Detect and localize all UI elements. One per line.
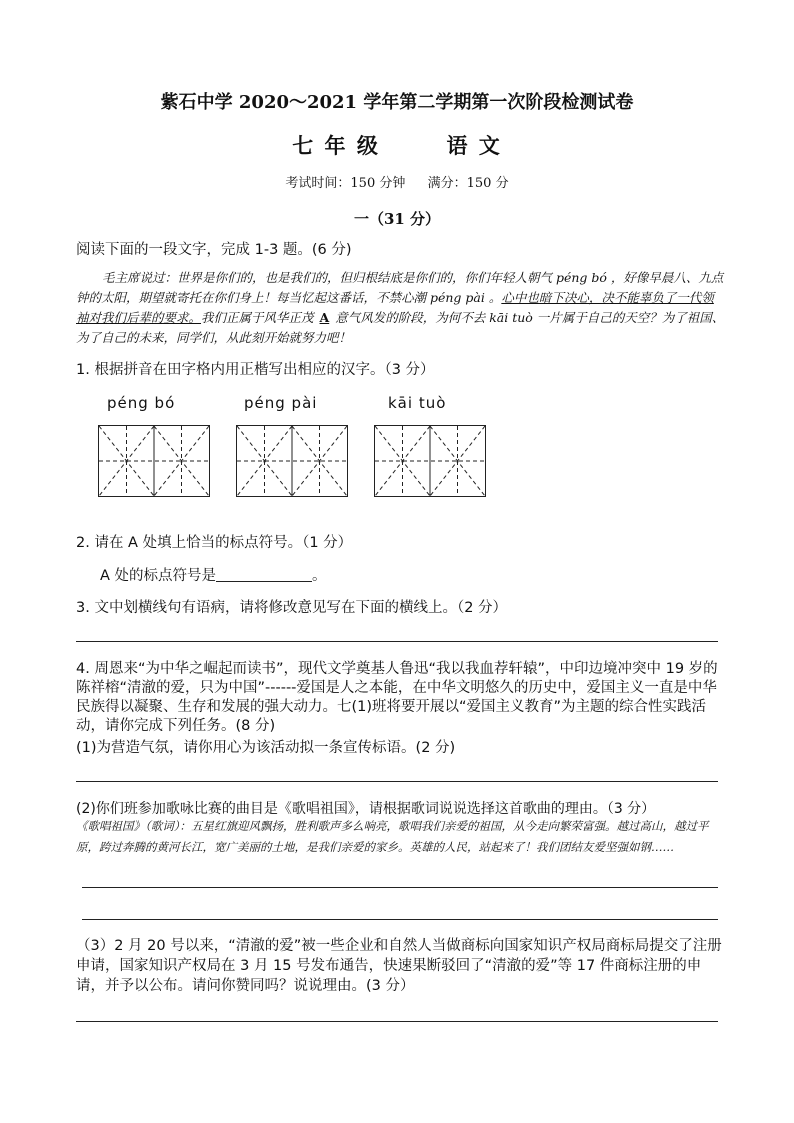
exam-title: 紫石中学 2020～2021 学年第二学期第一次阶段检测试卷 — [160, 92, 634, 113]
q3-answer-line[interactable] — [76, 641, 718, 642]
reading-instruction: 阅读下面的一段文字，完成 1-3 题。(6 分) — [76, 242, 352, 258]
q4-sub3-answer-line[interactable] — [76, 1021, 718, 1022]
reading-passage — [76, 268, 726, 348]
section-heading: 一（31 分） — [353, 210, 441, 228]
passage-part-b: 我们正属于风华正茂 — [201, 310, 314, 325]
passage-part-c: 意气风发的阶段，为何不去 kāi tuò 一片属于自己的天空？为了祖国、为了自己的未来，同学们，从此刻开始就努力吧！ — [76, 310, 725, 345]
passage-mark-a: A — [319, 310, 330, 325]
q4-lyrics: 《歌唱祖国》（歌词）：五星红旗迎风飘扬，胜利歌声多么响亮，歌唱我们亲爱的祖国，从今走向繁荣富强。越过高山，越过平原，跨过奔腾的黄河长江，宽广美丽的土地，是我们亲爱的家乡。英雄的人民，站起来了！我们团结友爱坚强如钢…… — [76, 819, 709, 854]
q4-sub2-answer-line-2[interactable] — [82, 919, 718, 920]
tianzige-grid-2[interactable] — [236, 425, 348, 497]
q2-answer-row — [100, 564, 327, 585]
q2-text: 2. 请在 A 处填上恰当的标点符号。（1 分） — [76, 535, 353, 551]
tianzige-grid-3[interactable] — [374, 425, 486, 497]
exam-subtitle — [0, 130, 794, 160]
q2-answer-end: 。 — [312, 568, 327, 584]
full-score: 满分：150 分 — [427, 176, 509, 191]
pinyin-1: péng bó — [107, 394, 176, 412]
exam-meta — [0, 172, 794, 191]
q4-sub2: (2)你们班参加歌咏比赛的曲目是《歌唱祖国》，请根据歌词说说选择这首歌曲的理由。（3 分） — [76, 801, 656, 817]
q4-intro: 4. 周恩来“为中华之崛起而读书”，现代文学奠基人鲁迅“我以我血荐轩辕”，中印边境冲突中 19 岁的陈祥榕“清澈的爱，只为中国”------爱国是人之本能，在中华文明悠久的历史中，爱国主义一直是中华民族得以凝聚、生存和发展的强大动力。七(1)班将要开展以“爱国主义教育”为主题的综合性实践活动，请你完成下列任务。(8 分) — [76, 661, 718, 734]
q4-sub1: (1)为营造气氛，请你用心为该活动拟一条宣传标语。(2 分) — [76, 740, 456, 756]
passage-underlined-sentence: 心中也暗下决心，决不能辜负了一代领袖对我们后辈的要求。 — [76, 290, 714, 325]
q4-sub2-answer-line-1[interactable] — [82, 887, 718, 888]
exam-time: 考试时间：150 分钟 — [285, 176, 406, 191]
grade-label: 七 年 级 — [292, 133, 380, 158]
tianzige-grid-1[interactable] — [98, 425, 210, 497]
subject-label: 语 文 — [446, 133, 502, 158]
pinyin-3: kāi tuò — [388, 394, 447, 412]
pinyin-2: péng pài — [244, 394, 318, 412]
q4-sub1-answer-line[interactable] — [76, 781, 718, 782]
q2-answer-blank[interactable] — [216, 567, 312, 582]
q1-text: 1. 根据拼音在田字格内用正楷写出相应的汉字。（3 分） — [76, 362, 435, 378]
q3-text: 3. 文中划横线句有语病，请将修改意见写在下面的横线上。（2 分） — [76, 600, 508, 616]
q2-answer-prompt: A 处的标点符号是 — [100, 568, 217, 584]
q4-sub3: （3）2 月 20 号以来，“清澈的爱”被一些企业和自然人当做商标向国家知识产权局商标局提交了注册申请，国家知识产权局在 3 月 15 号发布通告，快速果断驳回了“清澈的爱”等 17 件商标注册的申请，并予以公布。请问你赞同吗？说说理由。(3 分） — [76, 938, 722, 994]
passage-part-a: 毛主席说过：世界是你们的，也是我们的，但归根结底是你们的，你们年轻人朝气 péng bó ，好像早晨八、九点钟的太阳，期望就寄托在你们身上！每当忆起这番话，不禁心潮 péng pài 。 — [76, 270, 724, 305]
